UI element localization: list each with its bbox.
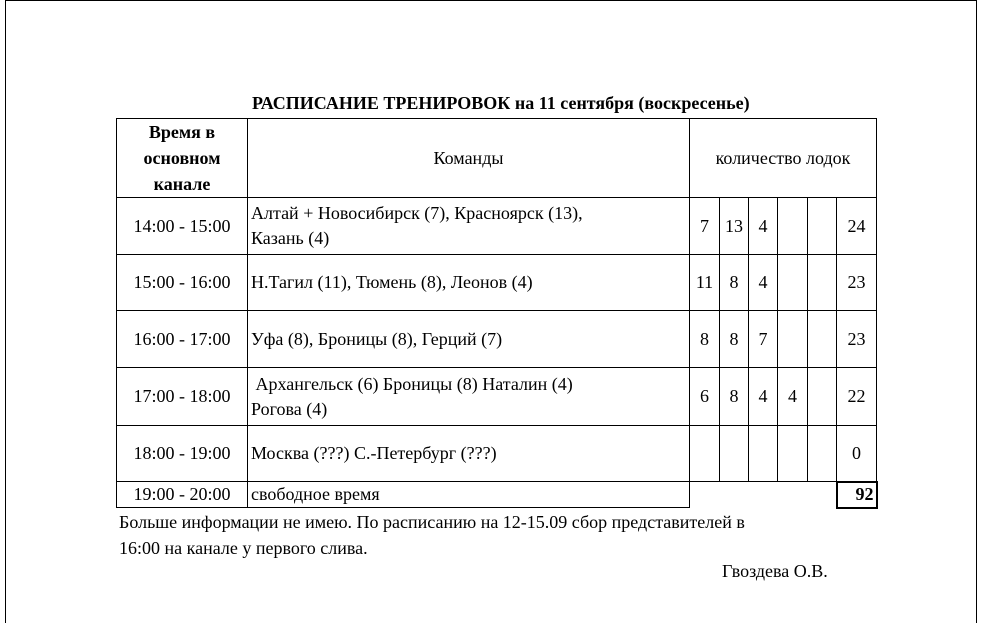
boat-count-cell: 8 <box>690 311 720 368</box>
row-total-cell: 22 <box>837 368 877 426</box>
header-teams: Команды <box>248 119 690 198</box>
boat-count-cell <box>808 426 837 482</box>
boat-count-cell <box>749 426 778 482</box>
boat-count-cell <box>720 426 749 482</box>
table-row <box>117 198 877 255</box>
boat-count-cell <box>778 255 808 311</box>
boat-count-cell: 8 <box>720 368 749 426</box>
boat-count-cell: 4 <box>778 368 808 426</box>
document-page <box>5 0 977 623</box>
boat-count-cell: 4 <box>749 255 778 311</box>
boat-count-cell: 7 <box>690 198 720 255</box>
page-title: РАСПИСАНИЕ ТРЕНИРОВОК на 11 сентября (воскресенье) <box>252 93 750 113</box>
header-boats: количество лодок <box>690 119 877 198</box>
signature: Гвоздева О.В. <box>722 561 828 581</box>
table-row <box>117 311 877 368</box>
time-cell: 14:00 - 15:00 <box>117 198 248 255</box>
boat-count-cell: 8 <box>720 311 749 368</box>
boat-count-cell: 13 <box>720 198 749 255</box>
teams-cell: Уфа (8), Броницы (8), Герций (7) <box>248 311 690 368</box>
boat-count-cell <box>778 311 808 368</box>
time-cell: 16:00 - 17:00 <box>117 311 248 368</box>
row-total-cell: 23 <box>837 255 877 311</box>
boat-count-cell <box>808 198 837 255</box>
time-cell: 17:00 - 18:00 <box>117 368 248 426</box>
header-time: Время в основном канале <box>117 119 248 198</box>
table-row <box>117 426 877 482</box>
boat-count-cell: 4 <box>749 198 778 255</box>
boat-count-cell <box>778 426 808 482</box>
teams-cell: Алтай + Новосибирск (7), Красноярск (13), Казань (4) <box>248 198 690 255</box>
row-total-cell: 24 <box>837 198 877 255</box>
boat-count-cell <box>690 426 720 482</box>
teams-cell: Архангельск (6) Броницы (8) Наталин (4) Рогова (4) <box>248 368 690 426</box>
boat-count-cell: 8 <box>720 255 749 311</box>
boat-count-cell <box>808 255 837 311</box>
boat-count-cell <box>778 198 808 255</box>
info-note: Больше информации не имею. По расписанию на 12-15.09 сбор представителей в 16:00 на канале у первого слива. <box>119 512 745 558</box>
teams-cell: Москва (???) С.-Петербург (???) <box>248 426 690 482</box>
boat-count-cell <box>808 311 837 368</box>
boat-count-cell: 11 <box>690 255 720 311</box>
teams-cell: Н.Тагил (11), Тюмень (8), Леонов (4) <box>248 255 690 311</box>
table-row-free-time <box>117 482 877 508</box>
boat-count-cell: 7 <box>749 311 778 368</box>
row-total-cell: 0 <box>837 426 877 482</box>
teams-cell: свободное время <box>248 482 690 508</box>
time-cell: 19:00 - 20:00 <box>117 482 248 508</box>
boat-count-cell <box>808 368 837 426</box>
grand-total-cell: 92 <box>837 482 877 508</box>
time-cell: 18:00 - 19:00 <box>117 426 248 482</box>
schedule-table <box>116 118 878 509</box>
boat-count-cell: 4 <box>749 368 778 426</box>
table-row <box>117 368 877 426</box>
table-row <box>117 255 877 311</box>
table-header-row <box>117 119 877 198</box>
row-total-cell: 23 <box>837 311 877 368</box>
boat-count-cell: 6 <box>690 368 720 426</box>
time-cell: 15:00 - 16:00 <box>117 255 248 311</box>
